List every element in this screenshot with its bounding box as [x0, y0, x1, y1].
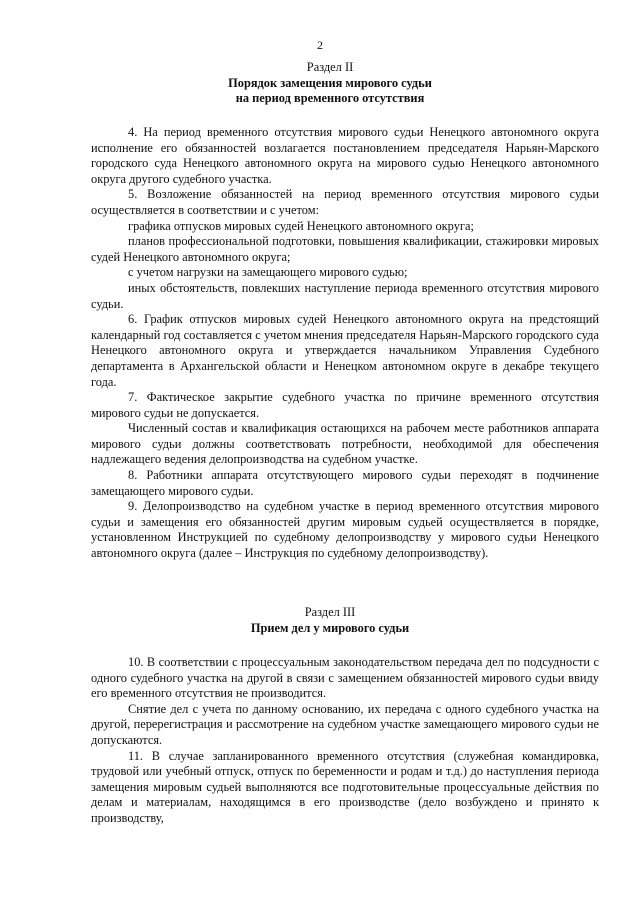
paragraph-5-item-1: графика отпусков мировых судей Ненецкого автономного округа; — [128, 218, 474, 233]
paragraph-5-item-3: с учетом нагрузки на замещающего мирового судью; — [128, 265, 408, 280]
paragraph-5: 5. Возложение обязанностей на период временного отсутствия мирового судьи осуществляется в соответствии и с учетом: — [91, 187, 599, 217]
section-3-title: Раздел III — [304, 605, 356, 619]
paragraph-8: 8. Работники аппарата отсутствующего мирового судьи переходят в подчинение замещающего мирового судьи. — [91, 468, 599, 498]
paragraph-5-item-2: планов профессиональной подготовки, повышения квалификации, стажировки мировых судей Ненецкого автономного округа; — [91, 234, 599, 264]
paragraph-5-item-4: иных обстоятельств, повлекших наступление периода временного отсутствия мирового судьи. — [91, 280, 599, 311]
paragraph-4: 4. На период временного отсутствия мирового судьи Ненецкого автономного округа исполнение его обязанностей возлагается постановлением председателя Нарьян-Марского городского суда Ненецкого автономного округа на мирового судью Ненецкого автономного округа другого судебного участка. — [91, 125, 599, 186]
paragraph-11: 11. В случае запланированного временного отсутствия (служебная командировка, трудовой или учебный отпуск, отпуск по беременности и родам и т.д.) до наступления периода замещения мировым судьей выполняются все подготовительные процессуальные действия по делам и материалам, находящимся в его производстве (дело возбуждено и принято к производству, — [91, 748, 599, 825]
section-2-body — [91, 125, 599, 562]
section-3-body — [91, 655, 599, 827]
section-2-heading — [60, 60, 600, 107]
paragraph-9: 9. Делопроизводство на судебном участке в период временного отсутствия мирового судьи и замещения его обязанностей другим мировым судьей осуществляется в порядке, установленном Инструкцией по судебному делопроизводству у мирового судьи Ненецкого автономного округа (далее – Инструкция по судебному делопроизводству). — [91, 499, 599, 561]
paragraph-7-continued: Численный состав и квалификация остающихся на рабочем месте работников аппарата мирового судьи должны соответствовать потребности, необходимой для обеспечения надлежащего ведения делопроизводства на судебном участке. — [91, 421, 599, 467]
section-3-subtitle: Прием дел у мирового судьи — [250, 620, 410, 635]
section-2-subtitle-line2: на период временного отсутствия — [235, 91, 425, 106]
section-2-subtitle-line1: Порядок замещения мирового судьи — [228, 75, 432, 90]
section-3-heading — [60, 605, 600, 636]
paragraph-6: 6. График отпусков мировых судей Ненецкого автономного округа на предстоящий календарный год составляется с учетом мнения председателя Нарьян-Марского городского суда Ненецкого автономного округа и утверждается начальником Управления Судебного департамента в Архангельской области и Ненецком автономном округе в декабре текущего года. — [91, 312, 599, 389]
paragraph-10: 10. В соответствии с процессуальным законодательством передача дел по подсудности с одного судебного участка на другой в связи с замещением обязанностей мирового судьи ввиду его временного отсутствия не производится. — [91, 655, 599, 701]
paragraph-10-continued: Снятие дел с учета по данному основанию, их передача с одного судебного участка на другой, перерегистрация и рассмотрение на судебном участке замещающего мирового судьи не допускаются. — [91, 701, 599, 747]
paragraph-7: 7. Фактическое закрытие судебного участка по причине временного отсутствия мирового судьи не допускается. — [91, 390, 599, 420]
section-2-title: Раздел II — [306, 60, 354, 74]
page-number: 2 — [317, 38, 323, 52]
